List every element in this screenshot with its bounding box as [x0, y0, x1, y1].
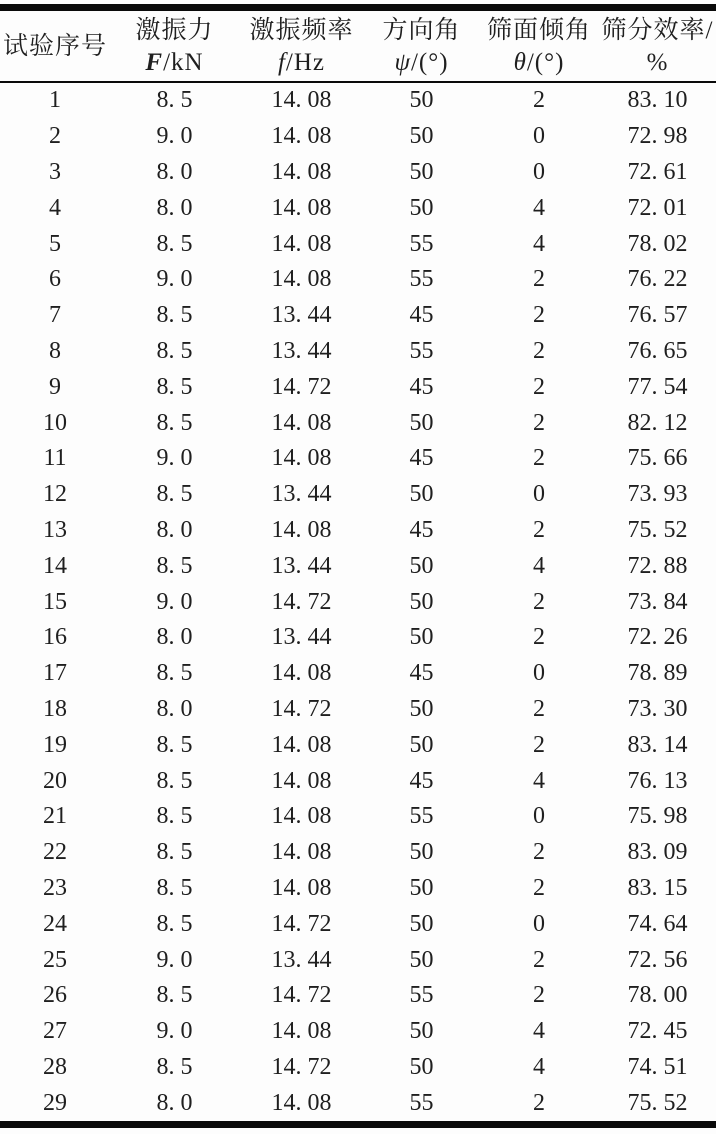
cell-screen-inclination-angle: 4	[533, 767, 545, 794]
cell-direction-angle: 50	[409, 731, 434, 758]
table-row	[0, 513, 716, 549]
cell-run-number: 3	[49, 158, 61, 185]
col-header-excitation-force	[110, 8, 239, 83]
table-row	[0, 1014, 716, 1050]
cell-run-number: 18	[43, 695, 67, 722]
cell-direction-angle: 55	[409, 266, 434, 293]
table-body	[0, 82, 716, 1125]
cell-direction-angle: 45	[409, 516, 434, 543]
table-row	[0, 119, 716, 155]
col-header-excitation-frequency	[239, 8, 364, 83]
cell-run-number: 19	[43, 731, 67, 758]
cell-screen-inclination-angle: 2	[533, 588, 545, 615]
cell-excitation-frequency: 14. 08	[271, 767, 332, 794]
cell-excitation-force: 8. 5	[156, 660, 193, 687]
cell-direction-angle: 50	[409, 552, 434, 579]
table-row	[0, 692, 716, 728]
table-row	[0, 334, 716, 370]
cell-run-number: 28	[43, 1053, 67, 1080]
cell-direction-angle: 45	[409, 373, 434, 400]
cell-excitation-force: 8. 0	[156, 695, 193, 722]
cell-direction-angle: 50	[409, 123, 434, 150]
cell-screen-inclination-angle: 2	[533, 516, 545, 543]
cell-excitation-force: 8. 5	[156, 803, 193, 830]
cell-excitation-frequency: 14. 08	[271, 87, 332, 114]
table-row	[0, 155, 716, 191]
cell-screening-efficiency: 73. 30	[627, 695, 688, 722]
cell-screen-inclination-angle: 2	[533, 445, 545, 472]
cell-run-number: 8	[49, 337, 61, 364]
cell-direction-angle: 50	[409, 87, 434, 114]
cell-direction-angle: 45	[409, 660, 434, 687]
cell-screen-inclination-angle: 0	[533, 910, 545, 937]
cell-run-number: 25	[43, 946, 67, 973]
table-header	[0, 8, 716, 83]
cell-direction-angle: 50	[409, 481, 434, 508]
variable-symbol: f	[277, 49, 286, 76]
cell-excitation-force: 8. 5	[156, 552, 193, 579]
cell-screening-efficiency: 78. 02	[627, 230, 688, 257]
cell-excitation-frequency: 14. 08	[271, 158, 332, 185]
cell-run-number: 15	[43, 588, 67, 615]
cell-run-number: 20	[43, 767, 67, 794]
cell-screening-efficiency: 74. 64	[627, 910, 688, 937]
cell-excitation-force: 9. 0	[156, 588, 193, 615]
cell-excitation-force: 8. 0	[156, 194, 193, 221]
cell-run-number: 21	[43, 803, 67, 830]
cell-screening-efficiency: 77. 54	[627, 373, 688, 400]
cell-excitation-force: 8. 0	[156, 516, 193, 543]
cell-direction-angle: 50	[409, 695, 434, 722]
cell-excitation-force: 8. 5	[156, 302, 193, 329]
cell-run-number: 22	[43, 839, 67, 866]
cell-screen-inclination-angle: 4	[533, 194, 545, 221]
cell-screen-inclination-angle: 4	[533, 1018, 545, 1045]
cell-excitation-frequency: 13. 44	[271, 552, 332, 579]
cell-direction-angle: 55	[409, 982, 434, 1009]
table-header-row	[0, 8, 716, 83]
cell-direction-angle: 50	[409, 409, 434, 436]
cell-excitation-force: 9. 0	[156, 1018, 193, 1045]
cell-excitation-force: 8. 5	[156, 337, 193, 364]
col-header-title: 筛面倾角	[486, 17, 591, 44]
cell-excitation-frequency: 14. 08	[271, 409, 332, 436]
col-header-screen-inclination-angle	[479, 8, 599, 83]
col-header-run-number	[0, 8, 110, 83]
col-header-symbol-unit: ψ/(°)	[394, 49, 449, 76]
cell-excitation-force: 8. 5	[156, 910, 193, 937]
table-row	[0, 226, 716, 262]
cell-excitation-frequency: 14. 08	[271, 194, 332, 221]
cell-excitation-frequency: 14. 08	[271, 445, 332, 472]
cell-run-number: 17	[43, 660, 67, 687]
table-row	[0, 942, 716, 978]
table-row	[0, 1085, 716, 1124]
col-header-title: 方向角	[382, 17, 461, 44]
variable-symbol: θ	[513, 49, 527, 76]
cell-screening-efficiency: 82. 12	[627, 409, 688, 436]
cell-excitation-frequency: 13. 44	[271, 337, 332, 364]
cell-excitation-frequency: 14. 08	[271, 731, 332, 758]
cell-screen-inclination-angle: 2	[533, 874, 545, 901]
cell-excitation-frequency: 14. 72	[271, 695, 332, 722]
cell-screening-efficiency: 72. 45	[627, 1018, 688, 1045]
cell-run-number: 27	[43, 1018, 67, 1045]
cell-excitation-force: 8. 0	[156, 624, 193, 651]
cell-run-number: 6	[49, 266, 61, 293]
cell-screening-efficiency: 76. 22	[627, 266, 688, 293]
cell-run-number: 16	[43, 624, 67, 651]
table-row	[0, 82, 716, 119]
cell-excitation-frequency: 14. 08	[271, 660, 332, 687]
cell-screening-efficiency: 75. 52	[627, 516, 688, 543]
cell-screen-inclination-angle: 2	[533, 946, 545, 973]
table-row	[0, 584, 716, 620]
table-row	[0, 548, 716, 584]
cell-direction-angle: 50	[409, 624, 434, 651]
table-row	[0, 835, 716, 871]
table-row	[0, 1050, 716, 1086]
cell-screen-inclination-angle: 2	[533, 337, 545, 364]
cell-excitation-frequency: 14. 08	[271, 1089, 332, 1116]
cell-excitation-frequency: 14. 72	[271, 588, 332, 615]
table-row	[0, 441, 716, 477]
cell-excitation-force: 8. 5	[156, 230, 193, 257]
cell-direction-angle: 45	[409, 302, 434, 329]
cell-screen-inclination-angle: 0	[533, 123, 545, 150]
cell-run-number: 1	[49, 87, 61, 114]
cell-screen-inclination-angle: 0	[533, 803, 545, 830]
cell-direction-angle: 55	[409, 230, 434, 257]
col-header-title: 激振力	[135, 17, 214, 44]
cell-screening-efficiency: 83. 15	[627, 874, 688, 901]
cell-excitation-force: 8. 5	[156, 87, 193, 114]
table-row	[0, 620, 716, 656]
cell-screening-efficiency: 75. 98	[627, 803, 688, 830]
cell-excitation-frequency: 13. 44	[271, 481, 332, 508]
cell-screen-inclination-angle: 2	[533, 87, 545, 114]
cell-direction-angle: 45	[409, 445, 434, 472]
cell-screen-inclination-angle: 0	[533, 158, 545, 185]
cell-run-number: 2	[49, 123, 61, 150]
cell-screening-efficiency: 76. 13	[627, 767, 688, 794]
cell-excitation-force: 8. 5	[156, 767, 193, 794]
cell-screening-efficiency: 78. 00	[627, 982, 688, 1009]
cell-excitation-frequency: 14. 08	[271, 1018, 332, 1045]
cell-excitation-force: 8. 5	[156, 481, 193, 508]
cell-screen-inclination-angle: 2	[533, 695, 545, 722]
variable-symbol: ψ	[394, 49, 411, 76]
cell-run-number: 4	[49, 194, 61, 221]
table-row	[0, 763, 716, 799]
cell-screen-inclination-angle: 4	[533, 552, 545, 579]
cell-screening-efficiency: 72. 01	[627, 194, 688, 221]
cell-screening-efficiency: 73. 93	[627, 481, 688, 508]
cell-screening-efficiency: 76. 57	[627, 302, 688, 329]
col-header-title: 筛分效率/	[601, 17, 714, 44]
cell-direction-angle: 55	[409, 337, 434, 364]
cell-run-number: 24	[43, 910, 67, 937]
cell-excitation-frequency: 13. 44	[271, 946, 332, 973]
cell-direction-angle: 50	[409, 588, 434, 615]
variable-symbol: %	[646, 49, 669, 76]
col-header-symbol-unit: θ/(°)	[513, 49, 565, 76]
cell-screening-efficiency: 83. 10	[627, 87, 688, 114]
cell-direction-angle: 50	[409, 1053, 434, 1080]
cell-excitation-force: 8. 5	[156, 874, 193, 901]
cell-screening-efficiency: 72. 98	[627, 123, 688, 150]
table-row	[0, 262, 716, 298]
table-row	[0, 799, 716, 835]
cell-excitation-force: 9. 0	[156, 123, 193, 150]
cell-screen-inclination-angle: 0	[533, 660, 545, 687]
cell-excitation-frequency: 14. 08	[271, 839, 332, 866]
col-header-direction-angle	[364, 8, 479, 83]
cell-run-number: 29	[43, 1089, 67, 1116]
cell-screen-inclination-angle: 2	[533, 266, 545, 293]
cell-excitation-force: 9. 0	[156, 946, 193, 973]
cell-direction-angle: 55	[409, 803, 434, 830]
cell-screen-inclination-angle: 4	[533, 230, 545, 257]
cell-screen-inclination-angle: 2	[533, 409, 545, 436]
cell-excitation-force: 8. 0	[156, 1089, 193, 1116]
table-row	[0, 477, 716, 513]
cell-excitation-frequency: 14. 08	[271, 516, 332, 543]
table-row	[0, 727, 716, 763]
cell-excitation-frequency: 14. 72	[271, 1053, 332, 1080]
cell-excitation-force: 9. 0	[156, 266, 193, 293]
table-row	[0, 298, 716, 334]
cell-screening-efficiency: 73. 84	[627, 588, 688, 615]
cell-screening-efficiency: 74. 51	[627, 1053, 688, 1080]
cell-excitation-force: 8. 0	[156, 158, 193, 185]
cell-run-number: 5	[49, 230, 61, 257]
cell-direction-angle: 55	[409, 1089, 434, 1116]
cell-screen-inclination-angle: 4	[533, 1053, 545, 1080]
table-row	[0, 369, 716, 405]
cell-direction-angle: 50	[409, 1018, 434, 1045]
cell-screen-inclination-angle: 2	[533, 839, 545, 866]
cell-excitation-force: 8. 5	[156, 982, 193, 1009]
col-header-title: 试验序号	[2, 32, 107, 60]
cell-screening-efficiency: 83. 14	[627, 731, 688, 758]
cell-direction-angle: 50	[409, 194, 434, 221]
cell-screen-inclination-angle: 2	[533, 302, 545, 329]
cell-screening-efficiency: 83. 09	[627, 839, 688, 866]
cell-run-number: 12	[43, 481, 67, 508]
cell-screen-inclination-angle: 2	[533, 373, 545, 400]
cell-screening-efficiency: 72. 88	[627, 552, 688, 579]
cell-screening-efficiency: 75. 52	[627, 1089, 688, 1116]
cell-run-number: 26	[43, 982, 67, 1009]
cell-direction-angle: 45	[409, 767, 434, 794]
cell-screening-efficiency: 76. 65	[627, 337, 688, 364]
experiment-design-table	[0, 4, 716, 1128]
cell-excitation-frequency: 14. 08	[271, 266, 332, 293]
cell-screen-inclination-angle: 2	[533, 624, 545, 651]
cell-screening-efficiency: 72. 56	[627, 946, 688, 973]
cell-excitation-force: 8. 5	[156, 731, 193, 758]
cell-excitation-frequency: 14. 08	[271, 123, 332, 150]
cell-screen-inclination-angle: 0	[533, 481, 545, 508]
cell-screen-inclination-angle: 2	[533, 1089, 545, 1116]
cell-excitation-force: 8. 5	[156, 409, 193, 436]
cell-excitation-force: 8. 5	[156, 373, 193, 400]
cell-excitation-frequency: 13. 44	[271, 302, 332, 329]
cell-excitation-force: 9. 0	[156, 445, 193, 472]
cell-run-number: 23	[43, 874, 67, 901]
variable-symbol: F	[145, 49, 164, 76]
table-row	[0, 405, 716, 441]
cell-excitation-frequency: 14. 08	[271, 230, 332, 257]
cell-excitation-frequency: 14. 08	[271, 803, 332, 830]
cell-run-number: 13	[43, 516, 67, 543]
cell-excitation-frequency: 14. 72	[271, 373, 332, 400]
cell-direction-angle: 50	[409, 158, 434, 185]
cell-screen-inclination-angle: 2	[533, 731, 545, 758]
table-row	[0, 871, 716, 907]
cell-screening-efficiency: 78. 89	[627, 660, 688, 687]
cell-run-number: 14	[43, 552, 67, 579]
table-row	[0, 190, 716, 226]
cell-excitation-force: 8. 5	[156, 1053, 193, 1080]
cell-direction-angle: 50	[409, 839, 434, 866]
cell-screening-efficiency: 72. 61	[627, 158, 688, 185]
cell-screening-efficiency: 75. 66	[627, 445, 688, 472]
table-row	[0, 978, 716, 1014]
table-row	[0, 906, 716, 942]
col-header-screening-efficiency	[599, 8, 716, 83]
col-header-title: 激振频率	[249, 17, 354, 44]
cell-excitation-frequency: 14. 72	[271, 910, 332, 937]
cell-run-number: 7	[49, 302, 61, 329]
cell-direction-angle: 50	[409, 946, 434, 973]
cell-run-number: 10	[43, 409, 67, 436]
cell-excitation-force: 8. 5	[156, 839, 193, 866]
cell-run-number: 9	[49, 373, 61, 400]
cell-excitation-frequency: 14. 08	[271, 874, 332, 901]
col-header-symbol-unit: f/Hz	[277, 49, 326, 76]
col-header-symbol-unit: F/kN	[145, 49, 204, 76]
cell-excitation-frequency: 14. 72	[271, 982, 332, 1009]
cell-run-number: 11	[43, 445, 67, 472]
cell-direction-angle: 50	[409, 874, 434, 901]
cell-screen-inclination-angle: 2	[533, 982, 545, 1009]
cell-direction-angle: 50	[409, 910, 434, 937]
col-header-symbol-unit	[599, 47, 716, 78]
cell-excitation-frequency: 13. 44	[271, 624, 332, 651]
cell-screening-efficiency: 72. 26	[627, 624, 688, 651]
table-row	[0, 656, 716, 692]
